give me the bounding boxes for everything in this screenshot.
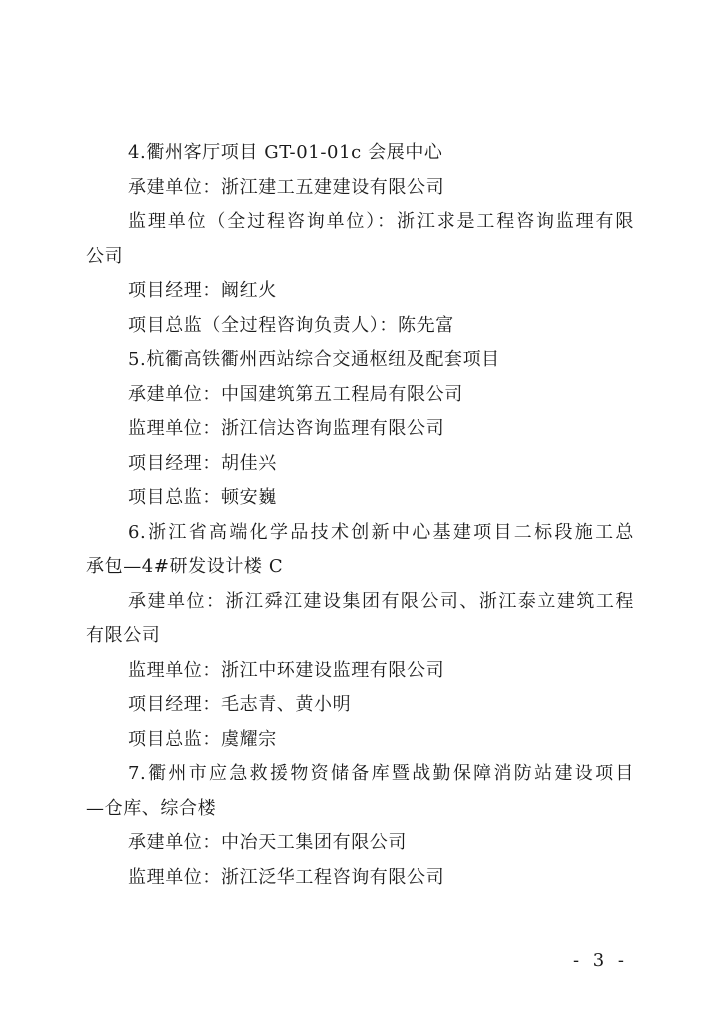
- section-4-supervisor-cont: 公司: [86, 245, 124, 267]
- page-number: - 3 -: [572, 950, 628, 971]
- section-7-supervisor: 监理单位：浙江泛华工程咨询有限公司: [128, 866, 445, 888]
- section-4-supervisor: 监理单位（全过程咨询单位）：浙江求是工程咨询监理有限: [128, 211, 634, 232]
- section-6-contractor-cont: 有限公司: [86, 625, 161, 646]
- document-body: [86, 136, 634, 895]
- section-6-chief-supervisor: 项目总监：虞耀宗: [128, 728, 277, 750]
- section-6-title-cont: 承包—4#研发设计楼 C: [86, 556, 284, 577]
- section-4-manager: 项目经理：阚红火: [128, 280, 277, 301]
- section-5-title: 5.杭衢高铁衢州西站综合交通枢纽及配套项目: [128, 349, 500, 370]
- section-4-title: 4.衢州客厅项目 GT-01-01c 会展中心: [128, 142, 443, 163]
- section-5-supervisor: 监理单位：浙江信达咨询监理有限公司: [128, 418, 445, 439]
- section-6-contractor: 承建单位：浙江舜江建设集团有限公司、浙江泰立建筑工程: [128, 590, 634, 612]
- section-4-contractor: 承建单位：浙江建工五建建设有限公司: [128, 176, 445, 198]
- section-6-title: 6.浙江省高端化学品技术创新中心基建项目二标段施工总: [128, 521, 634, 543]
- section-5-contractor: 承建单位：中国建筑第五工程局有限公司: [128, 383, 463, 405]
- section-6-manager: 项目经理：毛志青、黄小明: [128, 694, 352, 715]
- section-7-title: 7.衢州市应急救援物资储备库暨战勤保障消防站建设项目: [128, 763, 634, 784]
- section-7-title-cont: —仓库、综合楼: [86, 797, 217, 819]
- section-5-manager: 项目经理：胡佳兴: [128, 452, 277, 474]
- section-6-supervisor: 监理单位：浙江中环建设监理有限公司: [128, 659, 445, 681]
- section-4-chief-supervisor: 项目总监（全过程咨询负责人）：陈先富: [128, 314, 454, 336]
- section-7-contractor: 承建单位：中冶天工集团有限公司: [128, 832, 407, 853]
- section-5-chief-supervisor: 项目总监：顿安巍: [128, 487, 277, 508]
